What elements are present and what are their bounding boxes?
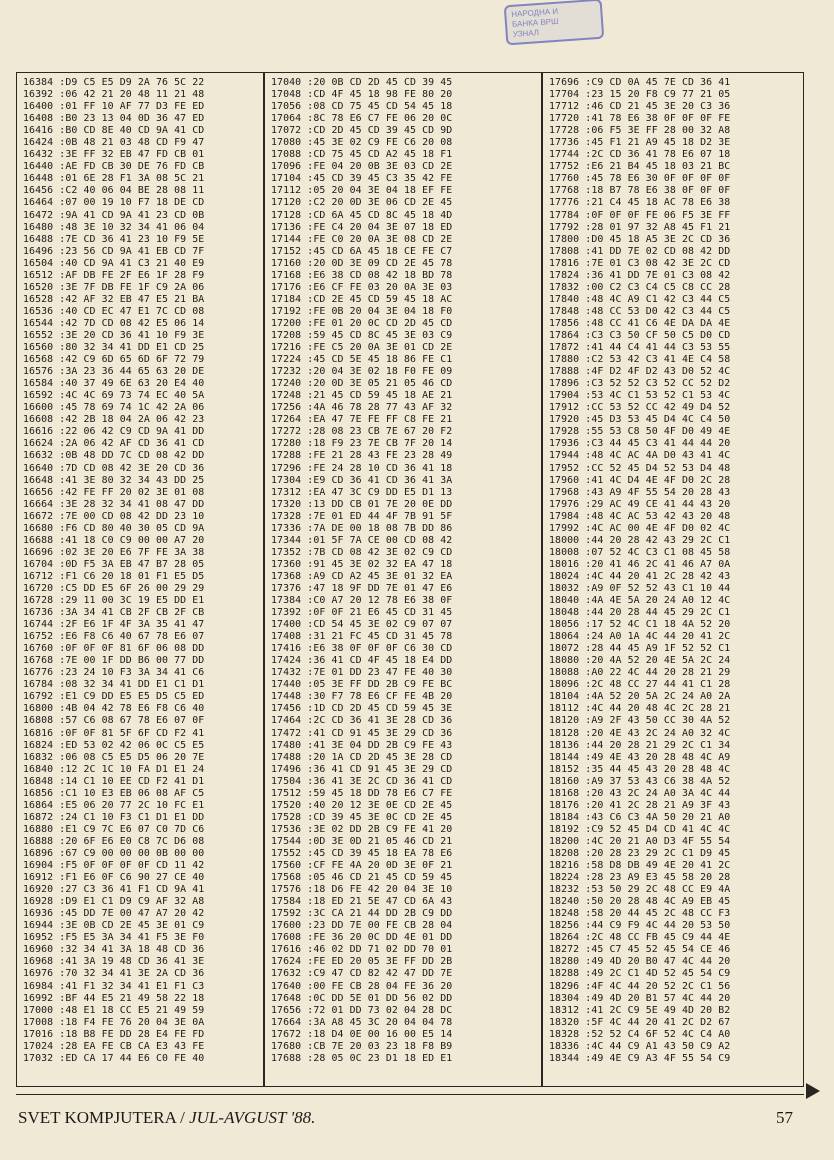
listing-line: 18152 :35 44 45 43 20 28 48 4C	[549, 763, 731, 775]
listing-line: 17552 :45 CD 39 45 18 EA 78 E6	[271, 848, 453, 859]
listing-line: 16400 :01 FF 10 AF 77 D3 FE ED	[23, 101, 205, 113]
listing-line: 18288 :49 2C C1 4D 52 45 54 C9	[549, 968, 731, 980]
listing-line: 17128 :CD 6A 45 CD 8C 45 18 4D	[271, 209, 453, 221]
listing-line: 17992 :4C AC 00 4E 4F D0 02 4C	[549, 522, 731, 534]
listing-line: 17120 :C2 20 0D 3E 06 CD 2E 45	[271, 197, 453, 209]
listing-line: 18224 :28 23 A9 E3 45 58 20 28	[549, 872, 731, 884]
stamp-line: БАНКА ВРШ	[511, 16, 559, 29]
listing-line: 18136 :44 20 28 21 29 2C C1 34	[549, 739, 731, 751]
listing-line: 18256 :44 C9 F9 4C 44 20 53 50	[549, 920, 731, 932]
listing-line: 18192 :C9 52 45 D4 CD 41 4C 4C	[549, 823, 731, 835]
listing-line: 17200 :FE 01 20 0C CD 2D 45 CD	[271, 317, 453, 329]
listing-line: 18144 :49 4E 43 20 28 48 4C A9	[549, 751, 731, 763]
listing-line: 17192 :FE 0B 20 04 3E 04 18 F0	[271, 305, 453, 317]
listing-line: 16424 :0B 48 21 03 48 CD F9 47	[23, 137, 205, 149]
listing-line: 17416 :E6 38 0F 0F 0F C6 30 CD	[271, 643, 453, 655]
listing-line: 17288 :FE 21 28 43 FE 23 28 49	[271, 450, 453, 462]
listing-line: 17072 :CD 2D 45 CD 39 45 CD 9D	[271, 125, 453, 137]
listing-line: 17688 :28 05 0C 23 D1 18 ED E1	[271, 1052, 453, 1064]
listing-line: 16760 :0F 0F 0F 81 6F 06 08 DD	[23, 643, 205, 655]
listing-line: 17648 :0C DD 5E 01 DD 56 02 DD	[271, 992, 453, 1004]
listing-line: 16800 :4B 04 42 78 E6 F8 C6 40	[23, 703, 205, 715]
listing-line: 16960 :32 34 41 3A 18 48 CD 36	[23, 944, 205, 956]
listing-line: 18216 :58 D8 DB 49 4E 20 41 2C	[549, 860, 731, 872]
listing-line: 17576 :18 D6 FE 42 20 04 3E 10	[271, 884, 453, 896]
listing-line: 16408 :B0 23 13 04 0D 36 47 ED	[23, 113, 205, 125]
listing-line: 16784 :08 32 34 41 DD E1 C1 D1	[23, 679, 205, 691]
listing-line: 16664 :3E 28 32 34 41 08 47 DD	[23, 498, 205, 510]
listing-line: 16648 :41 3E 80 32 34 43 DD 25	[23, 474, 205, 486]
listing-line: 17976 :29 AC 49 CE 41 44 43 20	[549, 498, 731, 510]
listing-line: 17296 :FE 24 28 10 CD 36 41 18	[271, 462, 453, 474]
magazine-name: SVET KOMPJUTERA /	[18, 1108, 190, 1127]
listing-line: 17032 :ED CA 17 44 E6 C0 FE 40	[23, 1052, 205, 1064]
listing-line: 17008 :18 F4 FE 76 20 04 3E 0A	[23, 1016, 205, 1028]
listing-line: 16808 :57 C6 08 67 78 E6 07 0F	[23, 715, 205, 727]
listing-line: 18080 :20 4A 52 20 4E 5A 2C 24	[549, 655, 731, 667]
listing-line: 16872 :24 C1 10 F3 C1 D1 E1 DD	[23, 811, 205, 823]
listing-line: 17952 :CC 52 45 D4 52 53 D4 48	[549, 462, 731, 474]
listing-line: 16736 :3A 34 41 CB 2F CB 2F CB	[23, 607, 205, 619]
listing-line: 17504 :36 41 3E 2C CD 36 41 CD	[271, 775, 453, 787]
listing-line: 16488 :7E CD 36 41 23 10 F9 5E	[23, 233, 205, 245]
listing-line: 17712 :46 CD 21 45 3E 20 C3 36	[549, 101, 731, 113]
listing-line: 17904 :53 4C C1 53 52 C1 53 4C	[549, 390, 731, 402]
listing-line: 18280 :49 4D 20 B0 47 4C 44 20	[549, 956, 731, 968]
listing-line: 16776 :23 24 10 F3 3A 34 41 C6	[23, 667, 205, 679]
listing-line: 17808 :41 DD 7E 02 CD 08 42 DD	[549, 245, 731, 257]
listing-line: 17600 :23 DD 7E 00 FE CB 28 04	[271, 920, 453, 932]
listing-line: 17424 :36 41 CD 4F 45 18 E4 DD	[271, 655, 453, 667]
listing-line: 16904 :F5 0F 0F 0F 0F CD 11 42	[23, 860, 205, 872]
issue-date: JUL-AVGUST '88.	[189, 1108, 316, 1127]
listing-line: 16720 :C5 DD E5 6F 26 00 29 29	[23, 582, 205, 594]
listing-line: 16440 :AE FD CB 30 DE 76 FD CB	[23, 161, 205, 173]
listing-line: 17272 :28 08 23 CB 7E 67 20 F2	[271, 426, 453, 438]
listing-line: 17368 :A9 CD A2 45 3E 01 32 EA	[271, 570, 453, 582]
listing-line: 16944 :3E 0B CD 2E 45 3E 01 C9	[23, 920, 205, 932]
listing-line: 17736 :45 F1 21 A9 45 18 D2 3E	[549, 137, 731, 149]
listing-line: 17184 :CD 2E 45 CD 59 45 18 AC	[271, 293, 453, 305]
listing-line: 17472 :41 CD 91 45 3E 29 CD 36	[271, 727, 453, 739]
listing-line: 16752 :E6 F8 C6 40 67 78 E6 07	[23, 631, 205, 643]
listing-line: 17176 :E6 CF FE 03 20 0A 3E 03	[271, 281, 453, 293]
listing-line: 18120 :A9 2F 43 50 CC 30 4A 52	[549, 715, 731, 727]
listing-line: 17776 :21 C4 45 18 AC 78 E6 38	[549, 197, 731, 209]
listing-line: 18336 :4C 44 C9 A1 43 50 C9 A2	[549, 1040, 731, 1052]
listing-line: 16896 :67 C9 00 00 00 0B 00 00	[23, 848, 205, 859]
listing-line: 17912 :CC 53 52 CC 42 49 D4 52	[549, 402, 731, 414]
listing-line: 17144 :FE C0 20 0A 3E 08 CD 2E	[271, 233, 453, 245]
listing-line: 16640 :7D CD 08 42 3E 20 CD 36	[23, 462, 205, 474]
listing-line: 17432 :7E 01 DD 23 47 FE 40 30	[271, 667, 453, 679]
listing-line: 17888 :4F D2 4F D2 43 D0 52 4C	[549, 366, 731, 378]
hex-listing-column-3	[542, 72, 804, 1087]
listing-line: 17088 :CD 75 45 CD A2 45 18 F1	[271, 149, 453, 161]
listing-line: 16616 :22 06 42 C9 CD 9A 41 DD	[23, 426, 205, 438]
listing-line: 17880 :C2 53 42 C3 41 4E C4 58	[549, 354, 731, 366]
listing-line: 17696 :C9 CD 0A 45 7E CD 36 41	[549, 77, 731, 88]
listing-line: 17160 :20 0D 3E 09 CD 2E 45 78	[271, 257, 453, 269]
listing-line: 17592 :3C CA 21 44 DD 2B C9 DD	[271, 908, 453, 920]
listing-line: 16672 :7E 00 CD 08 42 DD 23 10	[23, 510, 205, 522]
listing-line: 17168 :E6 38 CD 08 42 18 BD 78	[271, 269, 453, 281]
listing-line: 18040 :4A 4E 5A 20 24 A0 12 4C	[549, 595, 731, 607]
listing-line: 16656 :42 FE FF 20 02 3E 01 08	[23, 486, 205, 498]
listing-line: 18032 :A9 0F 52 52 43 C1 10 44	[549, 582, 731, 594]
listing-line: 17384 :C0 A7 20 12 78 E6 38 0F	[271, 595, 453, 607]
listing-line: 17264 :EA 47 7E FE FF C8 FE 21	[271, 414, 453, 426]
listing-line: 17792 :28 01 97 32 A8 45 F1 21	[549, 221, 731, 233]
listing-line: 16824 :ED 53 02 42 06 0C C5 E5	[23, 739, 205, 751]
listing-line: 17056 :08 CD 75 45 CD 54 45 18	[271, 101, 453, 113]
listing-line: 16912 :F1 E6 0F C6 90 27 CE 40	[23, 872, 205, 884]
listing-line: 17568 :05 46 CD 21 45 CD 59 45	[271, 872, 453, 884]
listing-line: 16680 :F6 CD 80 40 30 05 CD 9A	[23, 522, 205, 534]
listing-line: 16688 :41 18 C0 C9 00 00 A7 20	[23, 534, 205, 546]
listing-line: 16768 :7E 00 1F DD B6 00 77 DD	[23, 655, 205, 667]
listing-line: 17080 :45 3E 02 C9 FE C6 20 08	[271, 137, 453, 149]
listing-line: 18000 :44 20 28 42 43 29 2C C1	[549, 534, 731, 546]
listing-line: 17352 :7B CD 08 42 3E 02 C9 CD	[271, 546, 453, 558]
listing-line: 17520 :40 20 12 3E 0E CD 2E 45	[271, 799, 453, 811]
listing-line: 17136 :FE C4 20 04 3E 07 18 ED	[271, 221, 453, 233]
listing-line: 18208 :20 28 23 29 2C C1 D9 45	[549, 848, 731, 859]
listing-line: 17240 :20 0D 3E 05 21 05 46 CD	[271, 378, 453, 390]
listing-line: 17832 :00 C2 C3 C4 C5 C8 CC 28	[549, 281, 731, 293]
listing-line: 17312 :EA 47 3C C9 DD E5 D1 13	[271, 486, 453, 498]
listing-line: 16592 :4C 4C 69 73 74 EC 40 5A	[23, 390, 205, 402]
listing-line: 17768 :18 B7 78 E6 38 0F 0F 0F	[549, 185, 731, 197]
listing-line: 18296 :4F 4C 44 20 52 2C C1 56	[549, 980, 731, 992]
listing-line: 17096 :FE 04 20 0B 3E 03 CD 2E	[271, 161, 453, 173]
listing-line: 17584 :18 ED 21 5E 47 CD 6A 43	[271, 896, 453, 908]
listing-line: 17248 :21 45 CD 59 45 18 AE 21	[271, 390, 453, 402]
listing-line: 16584 :40 37 49 6E 63 20 E4 40	[23, 378, 205, 390]
listing-line: 18240 :50 20 28 48 4C A9 EB 45	[549, 896, 731, 908]
listing-line: 16464 :07 00 19 10 F7 18 DE CD	[23, 197, 205, 209]
listing-line: 16840 :12 2C 1C 10 FA D1 E1 24	[23, 763, 205, 775]
listing-line: 16536 :40 CD EC 47 E1 7C CD 08	[23, 305, 205, 317]
listing-line: 17360 :91 45 3E 02 32 EA 47 18	[271, 558, 453, 570]
listing-line: 16928 :D9 E1 C1 D9 C9 AF 32 A8	[23, 896, 205, 908]
listing-line: 16496 :23 56 CD 9A 41 EB CD 7F	[23, 245, 205, 257]
listing-line: 16568 :42 C9 6D 65 6D 6F 72 79	[23, 354, 205, 366]
listing-line: 17216 :FE C5 20 0A 3E 01 CD 2E	[271, 342, 453, 354]
listing-line: 17944 :48 4C AC 4A D0 43 41 4C	[549, 450, 731, 462]
listing-line: 16728 :29 11 00 3C 19 E5 DD E1	[23, 595, 205, 607]
listing-line: 16608 :42 2B 18 04 2A 06 42 23	[23, 414, 205, 426]
listing-line: 18096 :2C 48 CC 27 44 41 C1 28	[549, 679, 731, 691]
listing-line: 17936 :C3 44 45 C3 41 44 44 20	[549, 438, 731, 450]
listing-line: 16992 :BF 44 E5 21 49 58 22 18	[23, 992, 205, 1004]
listing-line: 17392 :0F 0F 21 E6 45 CD 31 45	[271, 607, 453, 619]
listing-line: 17224 :45 CD 5E 45 18 86 FE C1	[271, 354, 453, 366]
listing-line: 17408 :31 21 FC 45 CD 31 45 78	[271, 631, 453, 643]
listing-line: 17984 :48 4C AC 53 42 43 20 48	[549, 510, 731, 522]
listing-line: 17528 :CD 39 45 3E 0C CD 2E 45	[271, 811, 453, 823]
listing-line: 17616 :46 02 DD 71 02 DD 70 01	[271, 944, 453, 956]
listing-line: 17152 :45 CD 6A 45 18 CE FE C7	[271, 245, 453, 257]
listing-line: 16856 :C1 10 E3 EB 06 08 AF C5	[23, 787, 205, 799]
listing-line: 18104 :4A 52 20 5A 2C 24 A0 2A	[549, 691, 731, 703]
listing-line: 17680 :CB 7E 20 03 23 18 F8 B9	[271, 1040, 453, 1052]
footer-rule	[16, 1094, 804, 1095]
listing-line: 17672 :18 D4 0E 00 16 00 E5 14	[271, 1028, 453, 1040]
listing-line: 17456 :1D CD 2D 45 CD 59 45 3E	[271, 703, 453, 715]
listing-line: 16632 :0B 48 DD 7C CD 08 42 DD	[23, 450, 205, 462]
listing-line: 16952 :F5 E5 3A 34 41 F5 3E F0	[23, 932, 205, 944]
stamp-line: НАРОДНА И	[511, 6, 559, 19]
listing-line: 17336 :7A DE 00 18 08 7B DD 86	[271, 522, 453, 534]
listing-line: 17536 :3E 02 DD 2B C9 FE 41 20	[271, 823, 453, 835]
listing-line: 16792 :E1 C9 DD E5 E5 D5 C5 ED	[23, 691, 205, 703]
listing-line: 17208 :59 45 CD 8C 45 3E 03 C9	[271, 329, 453, 341]
listing-line: 16880 :E1 C9 7C E6 07 C0 7D C6	[23, 823, 205, 835]
listing-line: 16384 :D9 C5 E5 D9 2A 76 5C 22	[23, 77, 205, 88]
listing-line: 17344 :01 5F 7A CE 00 CD 08 42	[271, 534, 453, 546]
listing-line: 18320 :5F 4C 44 20 41 2C D2 67	[549, 1016, 731, 1028]
listing-line: 18160 :A9 37 53 43 C6 38 4A 52	[549, 775, 731, 787]
listing-line: 16832 :06 08 C5 E5 D5 06 20 7E	[23, 751, 205, 763]
listing-line: 16816 :0F 0F 81 5F 6F CD F2 41	[23, 727, 205, 739]
listing-line: 17872 :41 44 C4 41 44 C3 53 55	[549, 342, 731, 354]
listing-line: 17968 :43 A9 4F 55 54 20 28 43	[549, 486, 731, 498]
listing-line: 16448 :01 6E 28 F1 3A 08 5C 21	[23, 173, 205, 185]
listing-line: 18072 :28 44 45 A9 1F 52 52 C1	[549, 643, 731, 655]
listing-line: 17816 :7E 01 C3 08 42 3E 2C CD	[549, 257, 731, 269]
listing-line: 17744 :2C CD 36 41 78 E6 07 18	[549, 149, 731, 161]
listing-line: 17496 :36 41 CD 91 45 3E 29 CD	[271, 763, 453, 775]
listing-line: 17632 :C9 47 CD 82 42 47 DD 7E	[271, 968, 453, 980]
listing-line: 17112 :05 20 04 3E 04 18 EF FE	[271, 185, 453, 197]
listing-line: 17640 :00 FE CB 28 04 FE 36 20	[271, 980, 453, 992]
page-number: 57	[776, 1108, 793, 1127]
listing-line: 17728 :06 F5 3E FF 28 00 32 A8	[549, 125, 731, 137]
listing-line: 17016 :18 B8 FE DD 28 E4 FE FD	[23, 1028, 205, 1040]
listing-line: 16560 :80 32 34 41 DD E1 CD 25	[23, 342, 205, 354]
hex-listing-column-1	[16, 72, 264, 1087]
listing-line: 16696 :02 3E 20 E6 7F FE 3A 38	[23, 546, 205, 558]
listing-line: 16920 :27 C3 36 41 F1 CD 9A 41	[23, 884, 205, 896]
listing-line: 16576 :3A 23 36 44 65 63 20 DE	[23, 366, 205, 378]
listing-line: 18008 :07 52 4C C3 C1 08 45 58	[549, 546, 731, 558]
listing-line: 17824 :36 41 DD 7E 01 C3 08 42	[549, 269, 731, 281]
listing-line: 17480 :41 3E 04 DD 2B C9 FE 43	[271, 739, 453, 751]
listing-line: 17752 :E6 21 B4 45 18 03 21 BC	[549, 161, 731, 173]
listing-line: 18016 :20 41 46 2C 41 46 A7 0A	[549, 558, 731, 570]
listing-line: 18312 :41 2C C9 5E 49 4D 20 B2	[549, 1004, 731, 1016]
listing-line: 18200 :4C 20 21 A0 D3 4F 55 54	[549, 835, 731, 847]
listing-line: 17928 :55 53 C8 50 4F D0 49 4E	[549, 426, 731, 438]
listing-line: 17864 :C3 C3 50 CF 50 C5 D0 CD	[549, 329, 731, 341]
listing-line: 17400 :CD 54 45 3E 02 C9 07 07	[271, 619, 453, 631]
listing-line: 16480 :48 3E 10 32 34 41 06 04	[23, 221, 205, 233]
listing-line: 17512 :59 45 18 DD 78 E6 C7 FE	[271, 787, 453, 799]
listing-line: 16968 :41 3A 19 48 CD 36 41 3E	[23, 956, 205, 968]
listing-line: 18344 :49 4E C9 A3 4F 55 54 C9	[549, 1052, 731, 1064]
listing-line: 17040 :20 0B CD 2D 45 CD 39 45	[271, 77, 453, 88]
listing-line: 16520 :3E 7F DB FE 1F C9 2A 06	[23, 281, 205, 293]
listing-line: 17440 :05 3E FF DD 2B C9 FE BC	[271, 679, 453, 691]
listing-line: 16848 :14 C1 10 EE CD F2 41 D1	[23, 775, 205, 787]
listing-line: 16416 :B0 CD 8E 40 CD 9A 41 CD	[23, 125, 205, 137]
listing-line: 17544 :0D 3E 0D 21 05 46 CD 21	[271, 835, 453, 847]
listing-line: 17104 :45 CD 39 45 C3 35 42 FE	[271, 173, 453, 185]
listing-line: 17320 :13 DD CB 01 7E 20 0E DD	[271, 498, 453, 510]
listing-line: 16864 :E5 06 20 77 2C 10 FC E1	[23, 799, 205, 811]
listing-line: 17024 :28 EA FE CB CA E3 43 FE	[23, 1040, 205, 1052]
listing-line: 17760 :45 78 E6 30 0F 0F 0F 0F	[549, 173, 731, 185]
listing-line: 17464 :2C CD 36 41 3E 28 CD 36	[271, 715, 453, 727]
listing-line: 17856 :48 CC 41 C6 4E DA DA 4E	[549, 317, 731, 329]
listing-line: 17488 :20 1A CD 2D 45 3E 28 CD	[271, 751, 453, 763]
triangle-right-icon	[806, 1083, 820, 1099]
listing-line: 17280 :18 F9 23 7E CB 7F 20 14	[271, 438, 453, 450]
listing-line: 17232 :20 04 3E 02 18 F0 FE 09	[271, 366, 453, 378]
listing-line: 17608 :FE 36 20 0C DD 4E 01 DD	[271, 932, 453, 944]
stamp-line: УЗНАЛ	[512, 28, 540, 39]
listing-line: 16472 :9A 41 CD 9A 41 23 CD 0B	[23, 209, 205, 221]
listing-line: 17304 :E9 CD 36 41 CD 36 41 3A	[271, 474, 453, 486]
listing-line: 18328 :52 52 C4 6F 52 4C C4 A0	[549, 1028, 731, 1040]
listing-line: 17328 :7E 01 ED 44 4F 7B 91 5F	[271, 510, 453, 522]
listing-line: 16744 :2F E6 1F 4F 3A 35 41 47	[23, 619, 205, 631]
listing-line: 18184 :43 C6 C3 4A 50 20 21 A0	[549, 811, 731, 823]
listing-line: 17704 :23 15 20 F8 C9 77 21 05	[549, 89, 731, 101]
listing-line: 18304 :49 4D 20 B1 57 4C 44 20	[549, 992, 731, 1004]
hex-listing-column-2	[264, 72, 542, 1087]
listing-line: 18088 :A0 22 4C 44 20 28 21 29	[549, 667, 731, 679]
listing-line: 16544 :42 7D CD 08 42 E5 06 14	[23, 317, 205, 329]
listing-line: 16888 :20 6F E6 E0 C8 7C D6 08	[23, 835, 205, 847]
listing-line: 16600 :45 78 69 74 1C 42 2A 06	[23, 402, 205, 414]
listing-line: 17624 :FE ED 20 05 3E FF DD 2B	[271, 956, 453, 968]
listing-line: 17656 :72 01 DD 73 02 04 28 DC	[271, 1004, 453, 1016]
listing-line: 16936 :45 DD 7E 00 47 A7 20 42	[23, 908, 205, 920]
listing-line: 16512 :AF DB FE 2F E6 1F 28 F9	[23, 269, 205, 281]
listing-line: 16624 :2A 06 42 AF CD 36 41 CD	[23, 438, 205, 450]
listing-line: 17256 :4A 46 78 28 77 43 AF 32	[271, 402, 453, 414]
library-stamp	[504, 0, 605, 45]
listing-line: 16456 :C2 40 06 04 BE 28 08 11	[23, 185, 205, 197]
listing-line: 18248 :58 20 44 45 2C 48 CC F3	[549, 908, 731, 920]
listing-line: 16976 :70 32 34 41 3E 2A CD 36	[23, 968, 205, 980]
listing-line: 17848 :48 CC 53 D0 42 C3 44 C5	[549, 305, 731, 317]
listing-line: 17800 :D0 45 18 A5 3E 2C CD 36	[549, 233, 731, 245]
listing-line: 16704 :0D F5 3A EB 47 B7 28 05	[23, 558, 205, 570]
listing-line: 18232 :53 50 29 2C 48 CC E9 4A	[549, 884, 731, 896]
listing-line: 17000 :48 E1 18 CC E5 21 49 59	[23, 1004, 205, 1016]
listing-line: 17448 :30 F7 78 E6 CF FE 4B 20	[271, 691, 453, 703]
listing-line: 18176 :20 41 2C 28 21 A9 3F 43	[549, 799, 731, 811]
listing-line: 18024 :4C 44 20 41 2C 28 42 43	[549, 570, 731, 582]
listing-line: 18168 :20 43 2C 24 A0 3A 4C 44	[549, 787, 731, 799]
listing-line: 18048 :44 20 28 44 45 29 2C C1	[549, 607, 731, 619]
listing-line: 16984 :41 F1 32 34 41 E1 F1 C3	[23, 980, 205, 992]
listing-line: 18112 :4C 44 20 48 4C 2C 28 21	[549, 703, 731, 715]
listing-line: 18128 :20 4E 43 2C 24 A0 32 4C	[549, 727, 731, 739]
listing-line: 16392 :06 42 21 20 48 11 21 48	[23, 89, 205, 101]
listing-line: 17960 :41 4C D4 4E 4F D0 2C 28	[549, 474, 731, 486]
listing-line: 17920 :45 D3 53 45 D4 4C C4 50	[549, 414, 731, 426]
listing-line: 17048 :CD 4F 45 18 98 FE 80 20	[271, 89, 453, 101]
listing-line: 16528 :42 AF 32 EB 47 E5 21 BA	[23, 293, 205, 305]
listing-line: 18264 :2C 48 CC FB 45 C9 44 4E	[549, 932, 731, 944]
listing-line: 17376 :47 18 9F DD 7E 01 47 E6	[271, 582, 453, 594]
listing-line: 16552 :3E 20 CD 36 41 10 F9 3E	[23, 329, 205, 341]
listing-line: 17560 :CF FE 4A 20 0D 3E 0F 21	[271, 860, 453, 872]
listing-line: 16504 :40 CD 9A 41 C3 21 40 E9	[23, 257, 205, 269]
listing-line: 18272 :45 C7 45 52 45 54 CE 46	[549, 944, 731, 956]
listing-line: 17784 :0F 0F 0F FE 06 F5 3E FF	[549, 209, 731, 221]
listing-line: 17896 :C3 52 52 C3 52 CC 52 D2	[549, 378, 731, 390]
listing-line: 17840 :48 4C A9 C1 42 C3 44 C5	[549, 293, 731, 305]
listing-line: 17064 :8C 78 E6 C7 FE 06 20 0C	[271, 113, 453, 125]
listing-line: 16432 :3E FF 32 EB 47 FD CB 01	[23, 149, 205, 161]
listing-line: 18064 :24 A0 1A 4C 44 20 41 2C	[549, 631, 731, 643]
listing-line: 17720 :41 78 E6 38 0F 0F 0F FE	[549, 113, 731, 125]
listing-line: 18056 :17 52 4C C1 18 4A 52 20	[549, 619, 731, 631]
listing-line: 17664 :3A A8 45 3C 20 04 04 78	[271, 1016, 453, 1028]
footer-magazine-title	[18, 1108, 315, 1128]
listing-line: 16712 :F1 C6 20 18 01 F1 E5 D5	[23, 570, 205, 582]
